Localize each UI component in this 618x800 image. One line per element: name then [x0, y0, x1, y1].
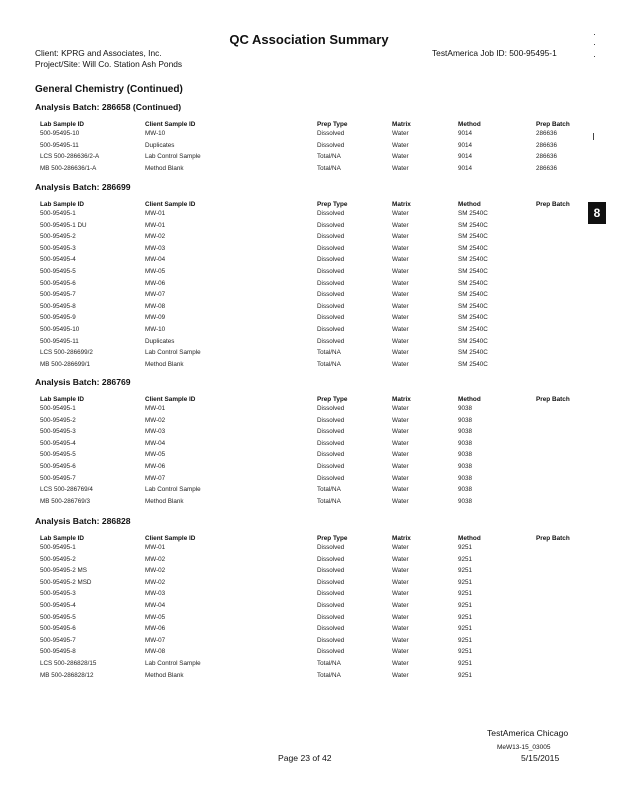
table-cell-matrix: Water: [392, 221, 409, 229]
table-cell-method: 9251: [458, 578, 473, 586]
table-cell-prep-type: Total/NA: [317, 349, 341, 357]
table-cell-prep-type: Dissolved: [317, 337, 345, 345]
table-cell-client-sample-id: MW-02: [145, 567, 166, 575]
table-cell-method: SM 2540C: [458, 279, 488, 287]
table-cell-matrix: Water: [392, 153, 409, 161]
table-cell-client-sample-id: MW-02: [145, 578, 166, 586]
table-cell-matrix: Water: [392, 268, 409, 275]
footer-company: TestAmerica Chicago: [487, 728, 569, 738]
table-cell-prep-type: Total/NA: [317, 486, 341, 494]
table-cell-lab-sample-id: 500-95495-3: [40, 428, 76, 436]
column-header-method: Method: [458, 396, 481, 403]
table-cell-method: SM 2540C: [458, 314, 488, 322]
table-cell-method: 9251: [458, 660, 473, 667]
table-cell-prep-type: Dissolved: [317, 268, 345, 275]
table-cell-method: 9038: [458, 463, 473, 470]
table-cell-matrix: Water: [392, 233, 409, 241]
table-cell-lab-sample-id: 500-95495-1: [40, 544, 76, 551]
footer-doc-id: MeW13-15_03005: [497, 744, 551, 751]
table-cell-prep-type: Dissolved: [317, 314, 345, 322]
table-cell-prep-type: Total/NA: [317, 497, 341, 505]
table-cell-client-sample-id: MW-10: [145, 130, 166, 137]
table-cell-matrix: Water: [392, 164, 409, 172]
table-cell-prep-type: Dissolved: [317, 130, 345, 137]
table-cell-lab-sample-id: 500-95495-2 MS: [40, 567, 87, 575]
table-cell-matrix: Water: [392, 671, 409, 679]
table-cell-method: 9014: [458, 164, 473, 172]
table-cell-prep-type: Dissolved: [317, 326, 345, 333]
table-cell-matrix: Water: [392, 544, 409, 551]
table-cell-client-sample-id: MW-06: [145, 279, 166, 287]
column-header-matrix: Matrix: [392, 535, 411, 542]
table-cell-lab-sample-id: MB 500-286636/1-A: [40, 164, 97, 172]
table-cell-lab-sample-id: 500-95495-3: [40, 590, 76, 598]
margin-mark: [594, 34, 595, 35]
column-header-method: Method: [458, 201, 481, 208]
table-cell-client-sample-id: MW-06: [145, 463, 166, 470]
table-cell-method: 9251: [458, 602, 473, 609]
table-cell-method: 9038: [458, 416, 473, 424]
table-cell-matrix: Water: [392, 613, 409, 621]
table-cell-method: SM 2540C: [458, 349, 488, 357]
table-cell-client-sample-id: MW-07: [145, 636, 166, 644]
table-cell-client-sample-id: Duplicates: [145, 141, 175, 149]
column-header-matrix: Matrix: [392, 121, 411, 128]
table-cell-prep-type: Dissolved: [317, 636, 345, 644]
table-cell-matrix: Water: [392, 405, 409, 412]
table-cell-method: 9251: [458, 648, 473, 656]
table-cell-matrix: Water: [392, 648, 409, 656]
table-cell-method: 9014: [458, 141, 473, 149]
table-cell-client-sample-id: Duplicates: [145, 337, 175, 345]
table-cell-lab-sample-id: 500-95495-10: [40, 130, 80, 137]
table-cell-client-sample-id: Lab Control Sample: [145, 349, 201, 357]
table-cell-method: 9251: [458, 613, 473, 621]
column-header-matrix: Matrix: [392, 201, 411, 208]
table-cell-client-sample-id: MW-07: [145, 474, 166, 482]
table-cell-prep-type: Dissolved: [317, 578, 345, 586]
table-cell-prep-type: Dissolved: [317, 602, 345, 609]
table-cell-lab-sample-id: LCS 500-286699/2: [40, 349, 93, 357]
table-cell-client-sample-id: MW-08: [145, 302, 166, 310]
table-cell-method: 9251: [458, 671, 473, 679]
table-cell-lab-sample-id: 500-95495-5: [40, 613, 76, 621]
column-header-prep-type: Prep Type: [317, 201, 348, 208]
column-header-prep-type: Prep Type: [317, 121, 348, 128]
table-cell-lab-sample-id: 500-95495-9: [40, 314, 76, 322]
table-cell-matrix: Water: [392, 326, 409, 333]
table-cell-lab-sample-id: 500-95495-3: [40, 244, 76, 252]
table-cell-lab-sample-id: 500-95495-4: [40, 602, 76, 609]
table-cell-client-sample-id: Lab Control Sample: [145, 486, 201, 494]
table-cell-matrix: Water: [392, 439, 409, 447]
table-cell-matrix: Water: [392, 244, 409, 252]
table-cell-client-sample-id: MW-04: [145, 256, 166, 264]
table-cell-client-sample-id: Method Blank: [145, 164, 184, 172]
table-cell-lab-sample-id: 500-95495-7: [40, 636, 76, 644]
table-cell-method: 9038: [458, 486, 473, 494]
table-cell-matrix: Water: [392, 360, 409, 368]
table-cell-prep-type: Dissolved: [317, 544, 345, 551]
table-cell-lab-sample-id: MB 500-286769/3: [40, 497, 91, 505]
table-cell-method: SM 2540C: [458, 326, 488, 333]
table-cell-method: 9038: [458, 405, 473, 412]
table-cell-client-sample-id: Lab Control Sample: [145, 153, 201, 161]
table-cell-prep-type: Dissolved: [317, 141, 345, 149]
table-cell-matrix: Water: [392, 141, 409, 149]
table-cell-lab-sample-id: 500-95495-1 DU: [40, 221, 87, 229]
table-cell-prep-type: Dissolved: [317, 463, 345, 470]
table-cell-prep-type: Dissolved: [317, 590, 345, 598]
table-cell-matrix: Water: [392, 590, 409, 598]
table-cell-method: 9251: [458, 544, 473, 551]
table-cell-matrix: Water: [392, 555, 409, 563]
table-cell-method: SM 2540C: [458, 302, 488, 310]
table-cell-lab-sample-id: 500-95495-2: [40, 233, 76, 241]
table-cell-matrix: Water: [392, 210, 409, 217]
table-cell-lab-sample-id: 500-95495-8: [40, 648, 76, 656]
analysis-batch-title: Analysis Batch: 286699: [35, 182, 131, 192]
table-cell-prep-type: Total/NA: [317, 164, 341, 172]
table-cell-client-sample-id: MW-09: [145, 314, 166, 322]
table-cell-matrix: Water: [392, 451, 409, 459]
section-title: General Chemistry (Continued): [35, 84, 183, 95]
table-cell-matrix: Water: [392, 130, 409, 137]
table-cell-prep-batch: 286636: [536, 141, 558, 149]
table-cell-prep-type: Dissolved: [317, 279, 345, 287]
client-name: Client: KPRG and Associates, Inc.: [35, 48, 162, 58]
table-cell-prep-type: Total/NA: [317, 153, 341, 161]
table-cell-prep-type: Dissolved: [317, 648, 345, 656]
table-cell-prep-type: Dissolved: [317, 625, 345, 633]
project-site: Project/Site: Will Co. Station Ash Ponds: [35, 59, 183, 69]
table-cell-method: SM 2540C: [458, 256, 488, 264]
table-cell-client-sample-id: MW-04: [145, 602, 166, 609]
table-cell-method: 9038: [458, 439, 473, 447]
analysis-batch-title: Analysis Batch: 286769: [35, 377, 131, 387]
table-cell-client-sample-id: MW-04: [145, 439, 166, 447]
table-cell-prep-type: Total/NA: [317, 671, 341, 679]
table-cell-method: 9038: [458, 428, 473, 436]
table-cell-prep-type: Total/NA: [317, 360, 341, 368]
table-cell-lab-sample-id: 500-95495-1: [40, 405, 76, 412]
table-cell-lab-sample-id: 500-95495-6: [40, 279, 76, 287]
table-cell-matrix: Water: [392, 302, 409, 310]
table-cell-matrix: Water: [392, 602, 409, 609]
table-cell-matrix: Water: [392, 497, 409, 505]
table-cell-prep-type: Dissolved: [317, 439, 345, 447]
table-cell-lab-sample-id: LCS 500-286636/2-A: [40, 153, 100, 161]
column-header-prep-batch: Prep Batch: [536, 396, 570, 403]
table-cell-prep-type: Dissolved: [317, 244, 345, 252]
table-cell-client-sample-id: Lab Control Sample: [145, 660, 201, 667]
table-cell-client-sample-id: MW-01: [145, 405, 166, 412]
table-cell-client-sample-id: MW-08: [145, 648, 166, 656]
analysis-batch-title: Analysis Batch: 286828: [35, 516, 131, 526]
table-cell-lab-sample-id: MB 500-286828/12: [40, 671, 94, 679]
table-cell-client-sample-id: MW-01: [145, 210, 166, 217]
table-cell-client-sample-id: MW-01: [145, 544, 166, 551]
table-cell-lab-sample-id: LCS 500-286828/15: [40, 660, 97, 667]
table-cell-matrix: Water: [392, 567, 409, 575]
margin-mark: [594, 56, 595, 57]
table-cell-method: 9038: [458, 474, 473, 482]
column-header-client-sample-id: Client Sample ID: [145, 535, 196, 542]
table-cell-lab-sample-id: 500-95495-2: [40, 416, 76, 424]
footer-date: 5/15/2015: [521, 753, 560, 763]
table-cell-lab-sample-id: 500-95495-5: [40, 268, 76, 275]
table-cell-prep-type: Dissolved: [317, 474, 345, 482]
table-cell-prep-batch: 286636: [536, 164, 558, 172]
column-header-client-sample-id: Client Sample ID: [145, 396, 196, 403]
table-cell-prep-type: Dissolved: [317, 613, 345, 621]
table-cell-method: SM 2540C: [458, 268, 488, 275]
table-cell-lab-sample-id: 500-95495-4: [40, 256, 76, 264]
table-cell-client-sample-id: MW-03: [145, 590, 166, 598]
table-cell-lab-sample-id: MB 500-286699/1: [40, 360, 91, 368]
table-cell-method: 9038: [458, 497, 473, 505]
table-cell-method: SM 2540C: [458, 360, 488, 368]
column-header-prep-type: Prep Type: [317, 535, 348, 542]
table-cell-matrix: Water: [392, 349, 409, 357]
table-cell-matrix: Water: [392, 660, 409, 667]
column-header-prep-batch: Prep Batch: [536, 201, 570, 208]
table-cell-lab-sample-id: 500-95495-7: [40, 474, 76, 482]
table-cell-method: SM 2540C: [458, 210, 488, 217]
column-header-client-sample-id: Client Sample ID: [145, 201, 196, 208]
table-cell-matrix: Water: [392, 291, 409, 299]
table-cell-method: 9251: [458, 636, 473, 644]
table-cell-lab-sample-id: 500-95495-4: [40, 439, 76, 447]
table-cell-lab-sample-id: 500-95495-7: [40, 291, 76, 299]
page-title: QC Association Summary: [229, 32, 389, 47]
column-header-method: Method: [458, 535, 481, 542]
table-cell-lab-sample-id: 500-95495-1: [40, 210, 76, 217]
table-cell-client-sample-id: MW-06: [145, 625, 166, 633]
table-cell-lab-sample-id: 500-95495-6: [40, 463, 76, 470]
table-cell-method: SM 2540C: [458, 337, 488, 345]
table-cell-client-sample-id: MW-07: [145, 291, 166, 299]
column-header-lab-sample-id: Lab Sample ID: [40, 535, 85, 542]
table-cell-method: SM 2540C: [458, 221, 488, 229]
column-header-matrix: Matrix: [392, 396, 411, 403]
table-cell-matrix: Water: [392, 428, 409, 436]
table-cell-prep-type: Dissolved: [317, 405, 345, 412]
table-cell-prep-type: Dissolved: [317, 555, 345, 563]
table-cell-client-sample-id: MW-05: [145, 268, 166, 275]
table-cell-method: 9251: [458, 625, 473, 633]
column-header-lab-sample-id: Lab Sample ID: [40, 121, 85, 128]
table-cell-prep-type: Dissolved: [317, 233, 345, 241]
table-cell-prep-type: Total/NA: [317, 660, 341, 667]
margin-mark: [594, 44, 595, 45]
column-header-prep-type: Prep Type: [317, 396, 348, 403]
table-cell-matrix: Water: [392, 636, 409, 644]
table-cell-prep-batch: 286636: [536, 153, 558, 161]
table-cell-method: SM 2540C: [458, 291, 488, 299]
table-cell-prep-batch: 286636: [536, 130, 558, 137]
table-cell-prep-type: Dissolved: [317, 567, 345, 575]
table-cell-client-sample-id: MW-02: [145, 233, 166, 241]
table-cell-matrix: Water: [392, 337, 409, 345]
margin-mark: [593, 133, 594, 140]
table-cell-matrix: Water: [392, 463, 409, 470]
table-cell-prep-type: Dissolved: [317, 428, 345, 436]
table-cell-lab-sample-id: 500-95495-10: [40, 326, 80, 333]
column-header-client-sample-id: Client Sample ID: [145, 121, 196, 128]
table-cell-matrix: Water: [392, 474, 409, 482]
table-cell-client-sample-id: MW-02: [145, 555, 166, 563]
table-cell-client-sample-id: MW-03: [145, 428, 166, 436]
table-cell-lab-sample-id: 500-95495-11: [40, 337, 79, 345]
table-cell-method: SM 2540C: [458, 244, 488, 252]
table-cell-client-sample-id: MW-10: [145, 326, 166, 333]
footer-page-number: Page 23 of 42: [278, 753, 332, 763]
table-cell-prep-type: Dissolved: [317, 302, 345, 310]
table-cell-client-sample-id: MW-05: [145, 451, 166, 459]
table-cell-method: 9038: [458, 451, 473, 459]
table-cell-method: 9251: [458, 555, 473, 563]
table-cell-method: 9251: [458, 590, 473, 598]
table-cell-client-sample-id: Method Blank: [145, 497, 184, 505]
table-cell-matrix: Water: [392, 314, 409, 322]
column-header-method: Method: [458, 121, 481, 128]
table-cell-method: 9014: [458, 153, 473, 161]
section-tab: 8: [588, 202, 606, 224]
table-cell-method: 9251: [458, 567, 473, 575]
table-cell-lab-sample-id: 500-95495-5: [40, 451, 76, 459]
table-cell-client-sample-id: MW-03: [145, 244, 166, 252]
column-header-lab-sample-id: Lab Sample ID: [40, 201, 85, 208]
table-cell-prep-type: Dissolved: [317, 451, 345, 459]
table-cell-matrix: Water: [392, 625, 409, 633]
table-cell-prep-type: Dissolved: [317, 291, 345, 299]
table-cell-matrix: Water: [392, 416, 409, 424]
table-cell-prep-type: Dissolved: [317, 210, 345, 217]
table-cell-lab-sample-id: 500-95495-11: [40, 141, 79, 149]
table-cell-lab-sample-id: 500-95495-2: [40, 555, 76, 563]
table-cell-lab-sample-id: 500-95495-6: [40, 625, 76, 633]
table-cell-lab-sample-id: 500-95495-8: [40, 302, 76, 310]
table-cell-matrix: Water: [392, 256, 409, 264]
table-cell-lab-sample-id: LCS 500-286769/4: [40, 486, 93, 494]
table-cell-client-sample-id: MW-05: [145, 613, 166, 621]
table-cell-client-sample-id: MW-01: [145, 221, 166, 229]
analysis-batch-title: Analysis Batch: 286658 (Continued): [35, 102, 182, 112]
table-cell-client-sample-id: Method Blank: [145, 360, 184, 368]
job-id: TestAmerica Job ID: 500-95495-1: [432, 48, 557, 58]
table-cell-client-sample-id: Method Blank: [145, 671, 184, 679]
table-cell-prep-type: Dissolved: [317, 256, 345, 264]
table-cell-matrix: Water: [392, 578, 409, 586]
column-header-prep-batch: Prep Batch: [536, 535, 570, 542]
table-cell-matrix: Water: [392, 486, 409, 494]
table-cell-method: SM 2540C: [458, 233, 488, 241]
column-header-prep-batch: Prep Batch: [536, 121, 570, 128]
table-cell-matrix: Water: [392, 279, 409, 287]
table-cell-prep-type: Dissolved: [317, 416, 345, 424]
table-cell-prep-type: Dissolved: [317, 221, 345, 229]
table-cell-lab-sample-id: 500-95495-2 MSD: [40, 578, 92, 586]
table-cell-method: 9014: [458, 130, 473, 137]
table-cell-client-sample-id: MW-02: [145, 416, 166, 424]
column-header-lab-sample-id: Lab Sample ID: [40, 396, 85, 403]
